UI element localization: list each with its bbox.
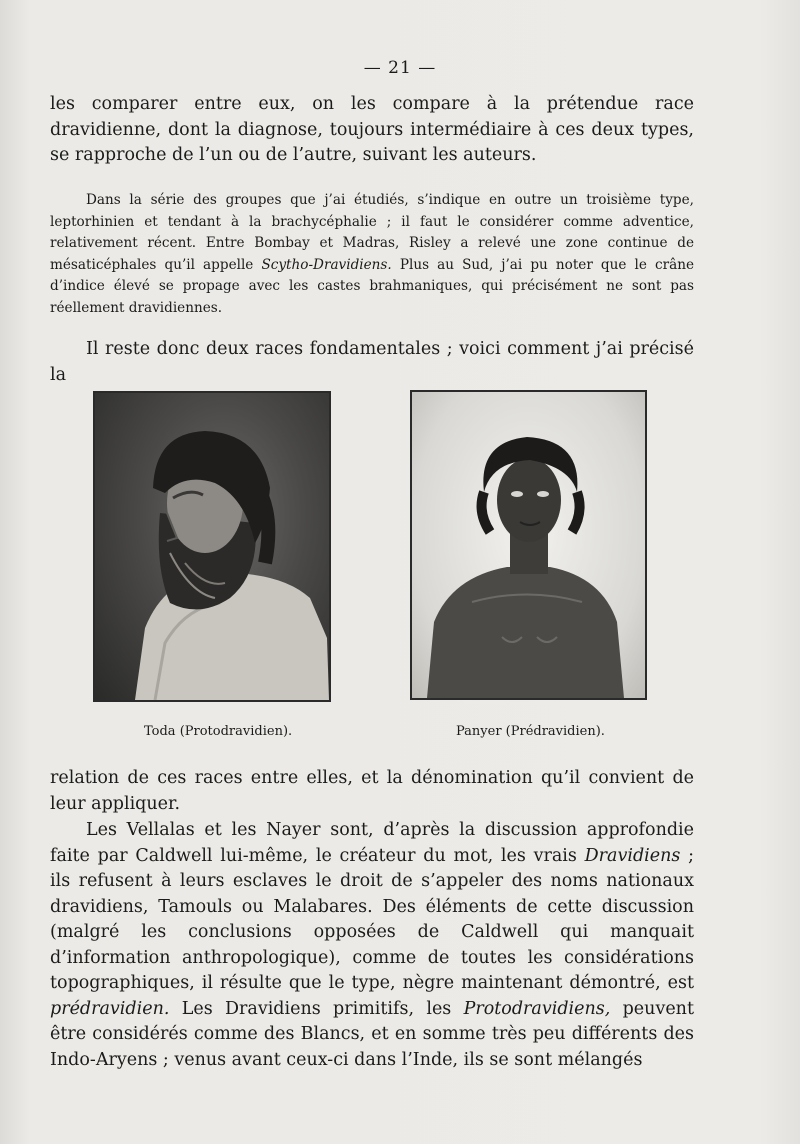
paragraph-2-text-b: Plus au Sud, j’ai pu noter que le crâne d’indice élevé se propage avec les castes brahmaniques, qui précisément ne sont pas réellement dravidiennes. [50, 256, 694, 316]
photo-panyer [410, 390, 647, 700]
paragraph-5 [50, 818, 694, 1073]
paragraph-2-text-a: Dans la série des groupes que j’ai étudiés, s’indique en outre un troisième type, leptorhinien et tendant à la brachycéphalie ; il faut le considérer comme adventice, relativement récent. Entre Bombay et Madras, Risley a relevé une zone continue de mésaticéphales qu’il appelle [50, 192, 694, 273]
paragraph-5-text-d: peuvent être considérés comme des Blancs, et en somme très peu différents des Indo-Aryens ; venus avant ceux-ci dans l’Inde, ils se sont mélangés [50, 998, 694, 1070]
paragraph-3: Il reste donc deux races fondamentales ; voici comment j’ai précisé la [50, 339, 694, 385]
paragraph-5-italic-dravidiens: Dravidiens [584, 845, 681, 866]
paragraph-5-text-b: ; ils refusent à leurs esclaves le droit de s’appeler des noms nationaux dravidiens, Tamouls ou Malabares. Des éléments de cette discussion (malgré les conclusions opposées de Caldwell qui manquait d’information anthropologique), comme de toutes les considérations topographiques, il résulte que le type, nègre maintenant démontré, est [50, 845, 694, 993]
caption-panyer: Panyer (Prédravidien). [456, 724, 605, 739]
caption-toda: Toda (Protodravidien). [144, 724, 293, 739]
paragraph-5-italic-protodravidiens: Protodravidiens, [463, 998, 611, 1019]
toda-portrait-image [95, 393, 329, 700]
panyer-portrait-image [412, 392, 645, 698]
photo-toda [93, 391, 331, 702]
paragraph-1: les comparer entre eux, on les compare à la prétendue race dravidienne, dont la diagnose, toujours intermédiaire à ces deux types, se rapproche de l’un ou de l’autre, suivant les auteurs. [50, 94, 694, 165]
paragraph-5-text-c: Les Dravidiens primitifs, les [169, 998, 464, 1019]
paragraph-2 [50, 190, 694, 319]
paragraph-5-text-a: Les Vellalas et les Nayer sont, d’après la discussion approfondie faite par Caldwell lui-même, le créateur du mot, les vrais [50, 820, 694, 866]
paragraph-4: relation de ces races entre elles, et la dénomination qu’il convient de leur appliquer. [50, 768, 694, 814]
paragraph-2-italic: Scytho-Dravidiens. [261, 256, 392, 273]
page-number: — 21 — [363, 58, 437, 78]
paragraph-5-italic-predravidien: prédravidien. [50, 998, 170, 1019]
